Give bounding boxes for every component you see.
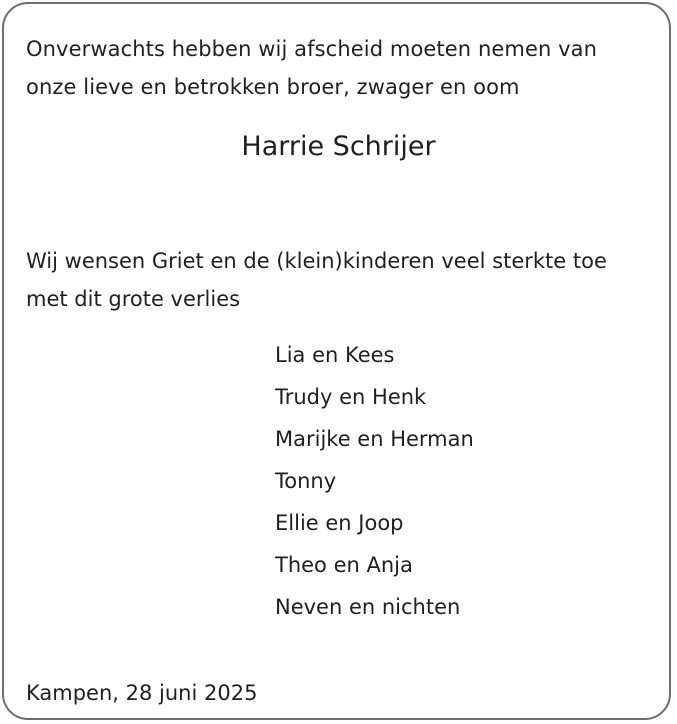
deceased-name: Harrie Schrijer xyxy=(241,131,436,162)
announcement-card xyxy=(2,2,671,720)
signer-item: Lia en Kees xyxy=(275,343,395,367)
signers-list xyxy=(275,334,474,628)
condolence-text xyxy=(26,242,666,318)
signer-item: Tonny xyxy=(275,469,337,493)
place-and-date: Kampen, 28 juni 2025 xyxy=(26,681,258,705)
signer-item: Ellie en Joop xyxy=(275,511,404,535)
condolence-line-2: met dit grote verlies xyxy=(26,287,241,311)
intro-text xyxy=(26,30,656,106)
condolence-line-1: Wij wensen Griet en de (klein)kinderen veel sterkte toe xyxy=(26,249,607,273)
intro-line-1: Onverwachts hebben wij afscheid moeten nemen van xyxy=(26,37,598,61)
intro-line-2: onze lieve en betrokken broer, zwager en oom xyxy=(26,75,520,99)
signer-item: Marijke en Herman xyxy=(275,427,474,451)
signer-item: Trudy en Henk xyxy=(275,385,427,409)
signer-item: Theo en Anja xyxy=(275,553,413,577)
signer-item: Neven en nichten xyxy=(275,595,461,619)
